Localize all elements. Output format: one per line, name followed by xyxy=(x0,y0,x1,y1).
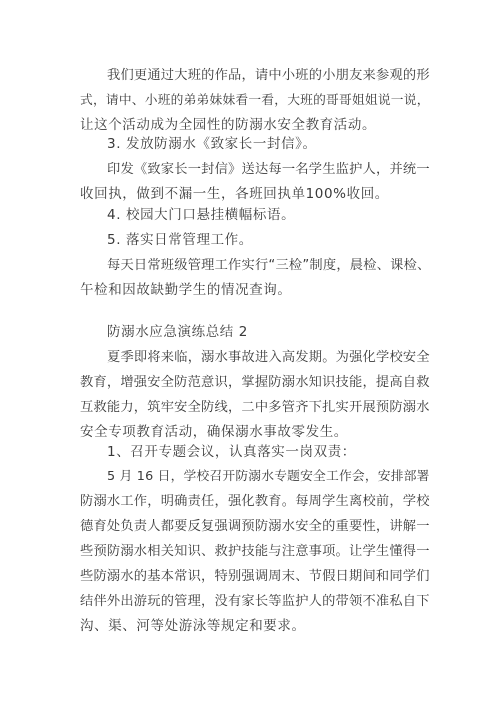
list-item-5 xyxy=(80,228,430,253)
list-item-text: 5. 落实日常管理工作。 xyxy=(107,232,253,248)
text-line: 结伴外出游玩的管理，没有家长等监护人的带领不准私自下 xyxy=(80,594,430,609)
text-line: 夏季即将来临，溺水事故进入高发期。为强化学校安全 xyxy=(107,350,430,365)
paragraph-summer xyxy=(80,345,430,445)
list-item-3 xyxy=(80,132,430,157)
text-line: 德育处负责人都要反复强调预防溺水安全的重要性，讲解一 xyxy=(80,519,430,534)
text-line: 每天日常班级管理工作实行“三检”制度，晨检、课检、 xyxy=(107,258,431,273)
text-line: 些预防溺水相关知识、救护技能与注意事项。让学生懂得一 xyxy=(80,544,430,559)
list-item-text: 1、召开专题会议，认真落实一岗双责： xyxy=(107,444,356,460)
text-line: 让这个活动成为全园性的防溺水安全教育活动。 xyxy=(80,117,377,133)
text-line: 沟、渠、河等处游泳等规定和要求。 xyxy=(80,618,306,634)
text-line: 安全专项教育活动，确保溺水事故零发生。 xyxy=(80,424,348,440)
text-line: 午检和因故缺勤学生的情况查询。 xyxy=(80,282,292,298)
paragraph-daily-check xyxy=(80,253,430,303)
text-line: 防溺水工作，明确责任，强化教育。每周学生离校前，学校 xyxy=(80,494,430,509)
text-line: 5 月 16 日，学校召开防溺水专题安全工作会，安排部署 xyxy=(107,469,430,484)
paragraph-meeting xyxy=(80,464,430,639)
list-item-text: 3. 发放防溺水《致家长一封信》。 xyxy=(107,136,317,152)
list-item-1 xyxy=(80,440,430,465)
section-heading xyxy=(80,320,430,345)
list-item-4 xyxy=(80,203,430,228)
text-line: 些防溺水的基本常识，特别强调周末、节假日期间和同学们 xyxy=(80,569,430,584)
paragraph-letter xyxy=(80,157,430,207)
text-line: 互救能力，筑牢安全防线，二中多管齐下扎实开展预防溺水 xyxy=(80,400,430,415)
text-line: 收回执，做到不漏一生，各班回执单100%收回。 xyxy=(80,186,389,202)
text-line: 教育，增强安全防范意识，掌握防溺水知识技能，提高自救 xyxy=(80,375,430,390)
text-line: 印发《致家长一封信》送达每一名学生监护人，并统一 xyxy=(107,162,430,177)
text-line: 我们更通过大班的作品，请中小班的小朋友来参观的形 xyxy=(107,68,430,83)
text-line: 式，请中、小班的弟弟妹妹看一看，大班的哥哥姐姐说一说， xyxy=(80,93,430,108)
heading-text: 防溺水应急演练总结 2 xyxy=(107,324,248,340)
list-item-text: 4. 校园大门口悬挂横幅标语。 xyxy=(107,207,296,223)
paragraph-exhibition xyxy=(80,63,430,138)
